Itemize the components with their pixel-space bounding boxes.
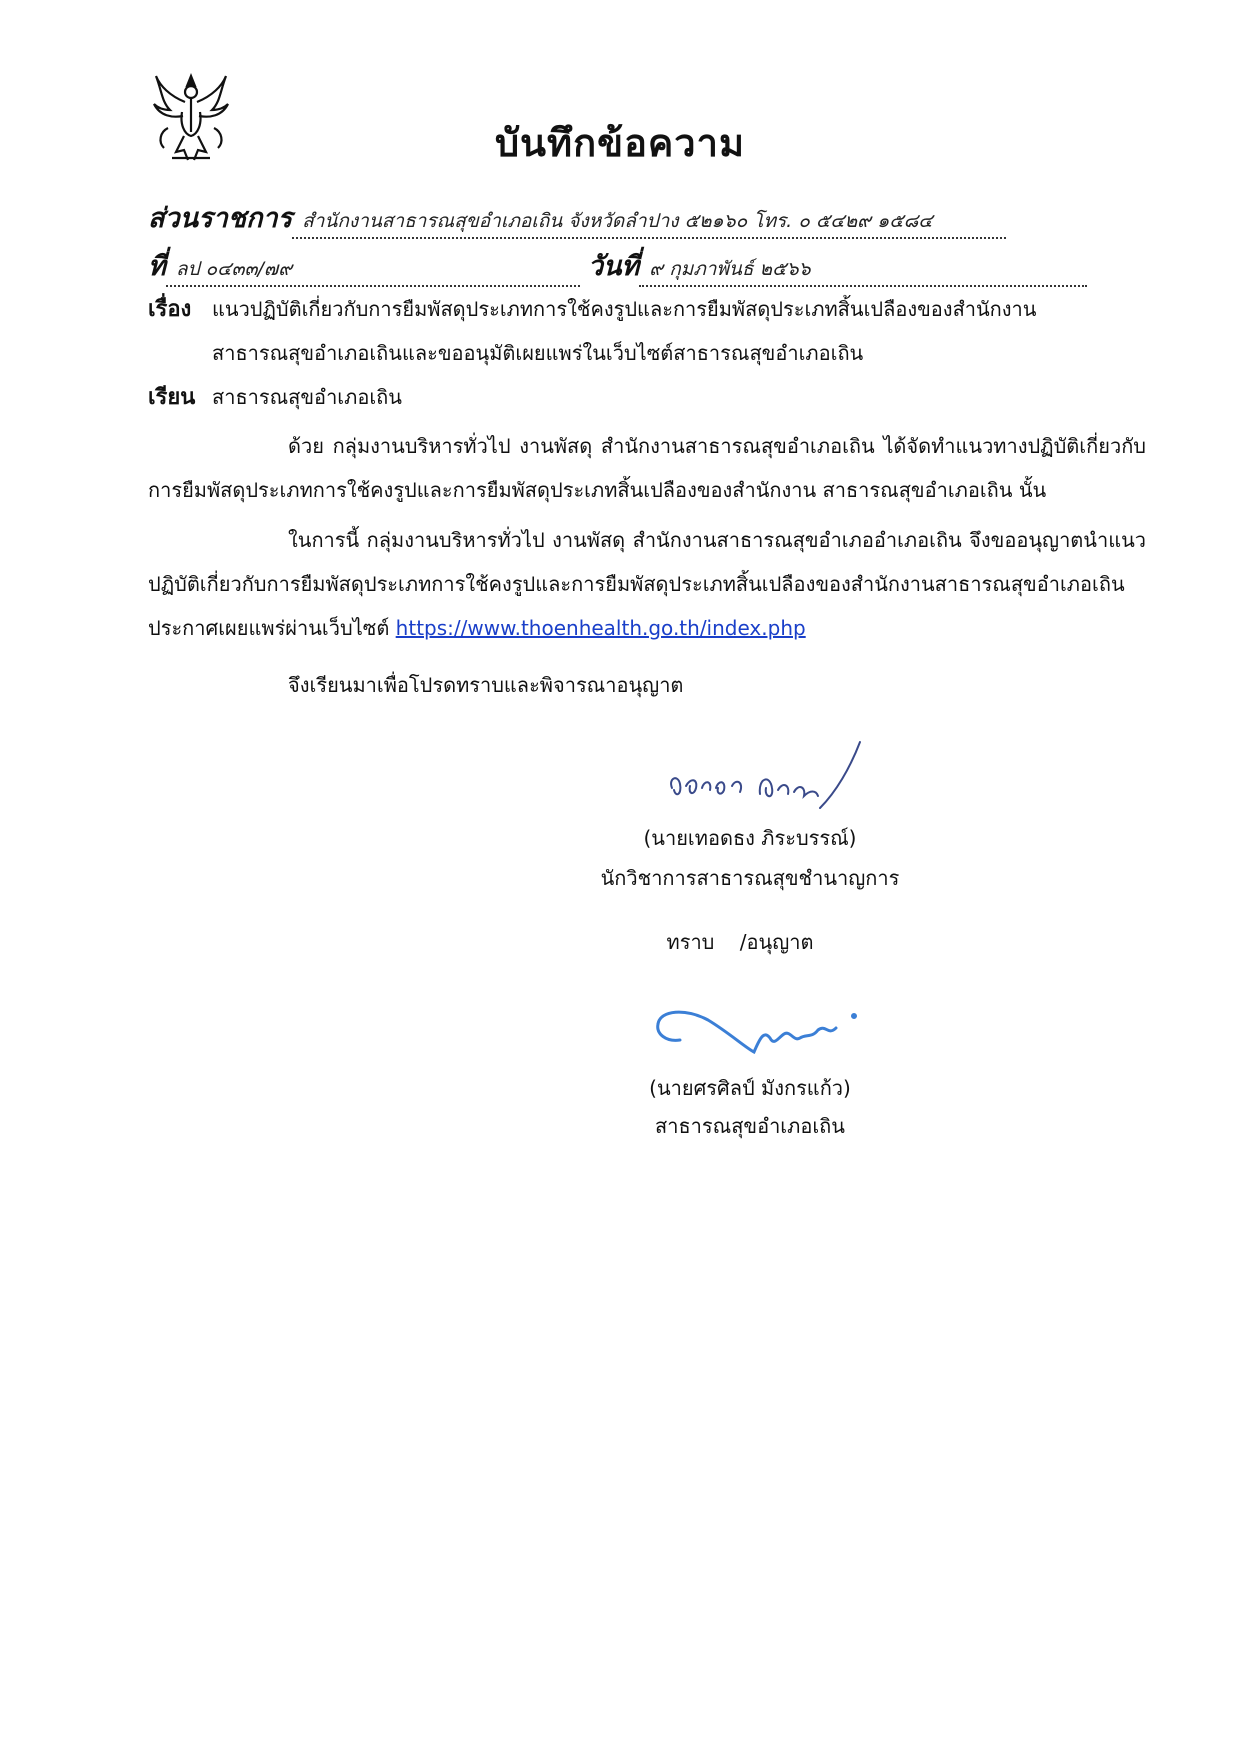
paragraph-1-text: ด้วย กลุ่มงานบริหารทั่วไป งานพัสดุ สำนักงานสาธารณสุขอำเภอเถิน ได้จัดทำแนวทางปฏิบัติเกี่ยวกับการยืมพัสดุประเภทการใช้คงรูปและการยืมพัสดุประเภทสิ้นเปลืองของสำนักงาน สาธารณสุขอำเภอเถิน นั้น: [148, 434, 1146, 502]
closing-line: จึงเรียนมาเพื่อโปรดทราบและพิจารณาอนุญาต: [288, 673, 684, 697]
agency-value: สำนักงานสาธารณสุขอำเภอเถิน จังหวัดลำปาง ๕๒๑๖๐ โทร. ๐ ๕๔๒๙ ๑๕๘๔: [292, 206, 1006, 239]
agency-row: [148, 196, 1006, 236]
ref-value: ลป ๐๔๓๓/๗๙: [166, 254, 580, 287]
subject-line-1: แนวปฏิบัติเกี่ยวกับการยืมพัสดุประเภทการใช้คงรูปและการยืมพัสดุประเภทสิ้นเปลืองของสำนักงาน: [212, 297, 1037, 321]
ref-label: ที่: [148, 251, 166, 282]
website-link[interactable]: https://www.thoenhealth.go.th/index.php: [395, 616, 806, 640]
signer-2-name: (นายศรศิลป์ มังกรแก้ว): [649, 1076, 851, 1100]
memo-title: บันทึกข้อความ: [494, 121, 746, 165]
body-paragraph-1: [148, 424, 1146, 512]
body-paragraph-2: [148, 518, 1146, 650]
date-value: ๙ กุมภาพันธ์ ๒๕๖๖: [639, 254, 1087, 287]
date-label: วันที่: [587, 251, 640, 282]
signature-1-image: [660, 738, 900, 818]
to-value: สาธารณสุขอำเภอเถิน: [212, 385, 402, 409]
subject-row: [148, 287, 1036, 327]
signer-1-name: (นายเทอดธง ภิระบรรณ์): [643, 826, 857, 850]
paragraph-2-text: ในการนี้ กลุ่มงานบริหารทั่วไป งานพัสดุ สำนักงานสาธารณสุขอำเภออำเภอเถิน จึงขออนุญาตนำแนวปฏิบัติเกี่ยวกับการยืมพัสดุประเภทการใช้คงรูปและการยืมพัสดุประเภทสิ้นเปลืองของสำนักงานสาธารณสุขอำเภอเถินประกาศเผยแพร่ผ่านเว็บไซต์: [148, 528, 1146, 640]
subject-row-2: [212, 331, 863, 371]
agency-label: ส่วนราชการ: [148, 203, 293, 234]
signer-1-position: นักวิชาการสาธารณสุขชำนาญการ: [600, 866, 900, 890]
signature-2-image: [650, 990, 890, 1070]
ref-date-row: [148, 244, 1087, 284]
approval-note: ทราบ /อนุญาต: [666, 930, 814, 954]
signer-2-position: สาธารณสุขอำเภอเถิน: [655, 1114, 845, 1138]
subject-line-2: สาธารณสุขอำเภอเถินและขออนุมัติเผยแพร่ในเว็บไซต์สาธารณสุขอำเภอเถิน: [212, 341, 864, 365]
subject-label: เรื่อง: [148, 297, 192, 322]
to-row: [148, 375, 402, 415]
to-label: เรียน: [148, 385, 196, 410]
